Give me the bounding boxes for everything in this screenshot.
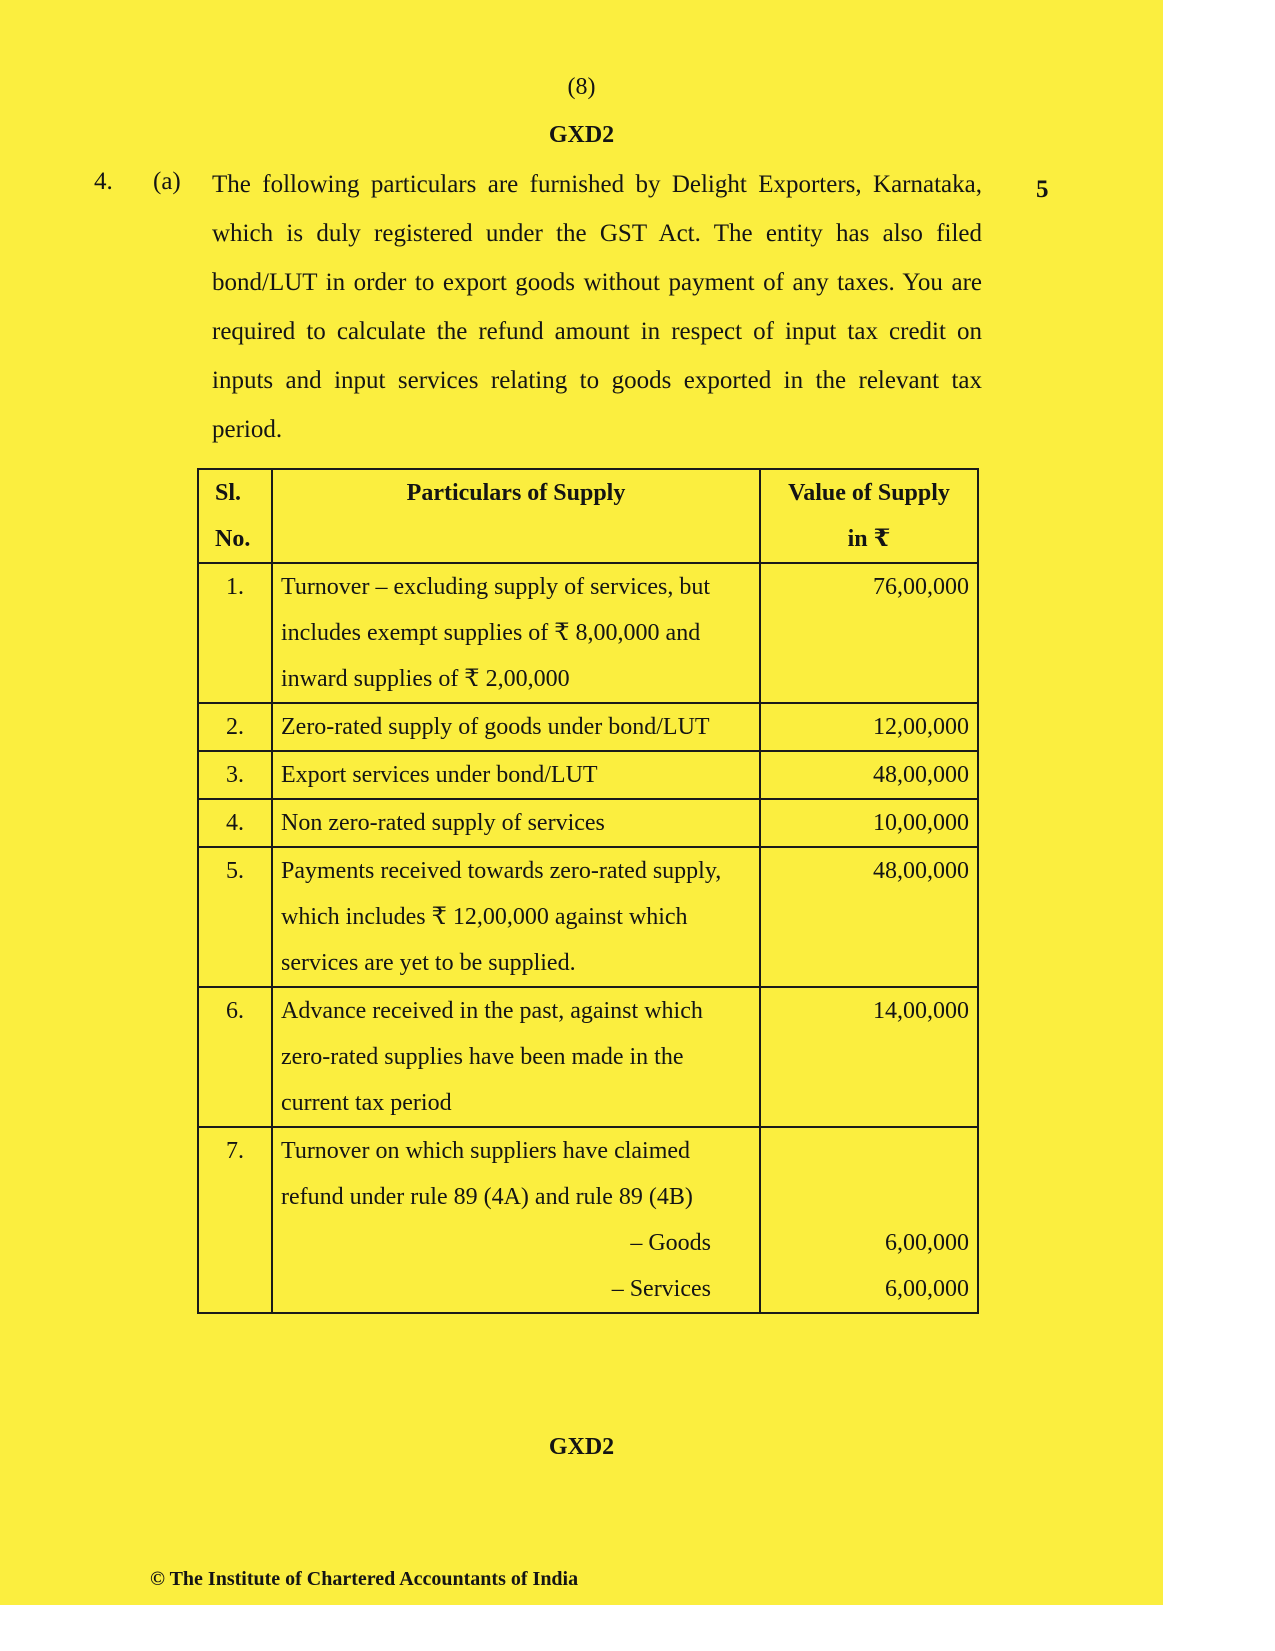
row-value: 48,00,000 xyxy=(760,847,978,987)
row-particulars: Turnover on which suppliers have claimed refund under rule 89 (4A) and rule 89 (4B) – Goods – Services xyxy=(272,1127,760,1313)
row-value: 48,00,000 xyxy=(760,751,978,799)
row-sl-no: 5. xyxy=(198,847,272,987)
row-particulars: Zero-rated supply of goods under bond/LUT xyxy=(272,703,760,751)
row-sl-no: 7. xyxy=(198,1127,272,1313)
question-part: (a) xyxy=(153,168,181,195)
row-value xyxy=(760,1127,978,1313)
row-sl-no: 2. xyxy=(198,703,272,751)
table-row xyxy=(198,799,978,847)
sub-value-services: 6,00,000 xyxy=(885,1276,969,1302)
table-row xyxy=(198,1127,978,1313)
table-row xyxy=(198,987,978,1127)
row-value: 12,00,000 xyxy=(760,703,978,751)
row-sl-no: 1. xyxy=(198,563,272,703)
row-value: 10,00,000 xyxy=(760,799,978,847)
row-particulars: Non zero-rated supply of services xyxy=(272,799,760,847)
supply-table xyxy=(197,468,979,1314)
header-particulars: Particulars of Supply xyxy=(272,469,760,563)
row-sl-no: 6. xyxy=(198,987,272,1127)
sub-item-services: – Services xyxy=(611,1276,711,1302)
header-value: Value of Supply in ₹ xyxy=(760,469,978,563)
table-row xyxy=(198,751,978,799)
sub-item-goods: – Goods xyxy=(630,1230,711,1256)
row-sl-no: 4. xyxy=(198,799,272,847)
row-particulars: Advance received in the past, against which zero-rated supplies have been made in the current tax period xyxy=(272,987,760,1127)
row-value: 76,00,000 xyxy=(760,563,978,703)
row-sl-no: 3. xyxy=(198,751,272,799)
question-text: The following particulars are furnished by Delight Exporters, Karnataka, which is duly registered under the GST Act. The entity has also filed bond/LUT in order to export goods without payment of any taxes. You are required to calculate the refund amount in respect of input tax credit on inputs and input services relating to goods exported in the relevant tax period. xyxy=(212,171,982,443)
row-particulars: Export services under bond/LUT xyxy=(272,751,760,799)
table-header-row xyxy=(198,469,978,563)
table-row xyxy=(198,847,978,987)
header-sl-no: Sl. No. xyxy=(198,469,272,563)
page-number: (8) xyxy=(567,74,596,100)
copyright-notice: © The Institute of Chartered Accountants of India xyxy=(150,1568,579,1590)
row-value: 14,00,000 xyxy=(760,987,978,1127)
sub-value-goods: 6,00,000 xyxy=(885,1230,969,1256)
paper-code-bottom: GXD2 xyxy=(548,1434,615,1460)
table-row xyxy=(198,563,978,703)
paper-code-top: GXD2 xyxy=(548,122,615,148)
question-number: 4. xyxy=(94,168,113,195)
table-row xyxy=(198,703,978,751)
question-marks: 5 xyxy=(1036,176,1049,203)
row-particulars: Payments received towards zero-rated supply, which includes ₹ 12,00,000 against which services are yet to be supplied. xyxy=(272,847,760,987)
row-particulars: Turnover – excluding supply of services, but includes exempt supplies of ₹ 8,00,000 and inward supplies of ₹ 2,00,000 xyxy=(272,563,760,703)
